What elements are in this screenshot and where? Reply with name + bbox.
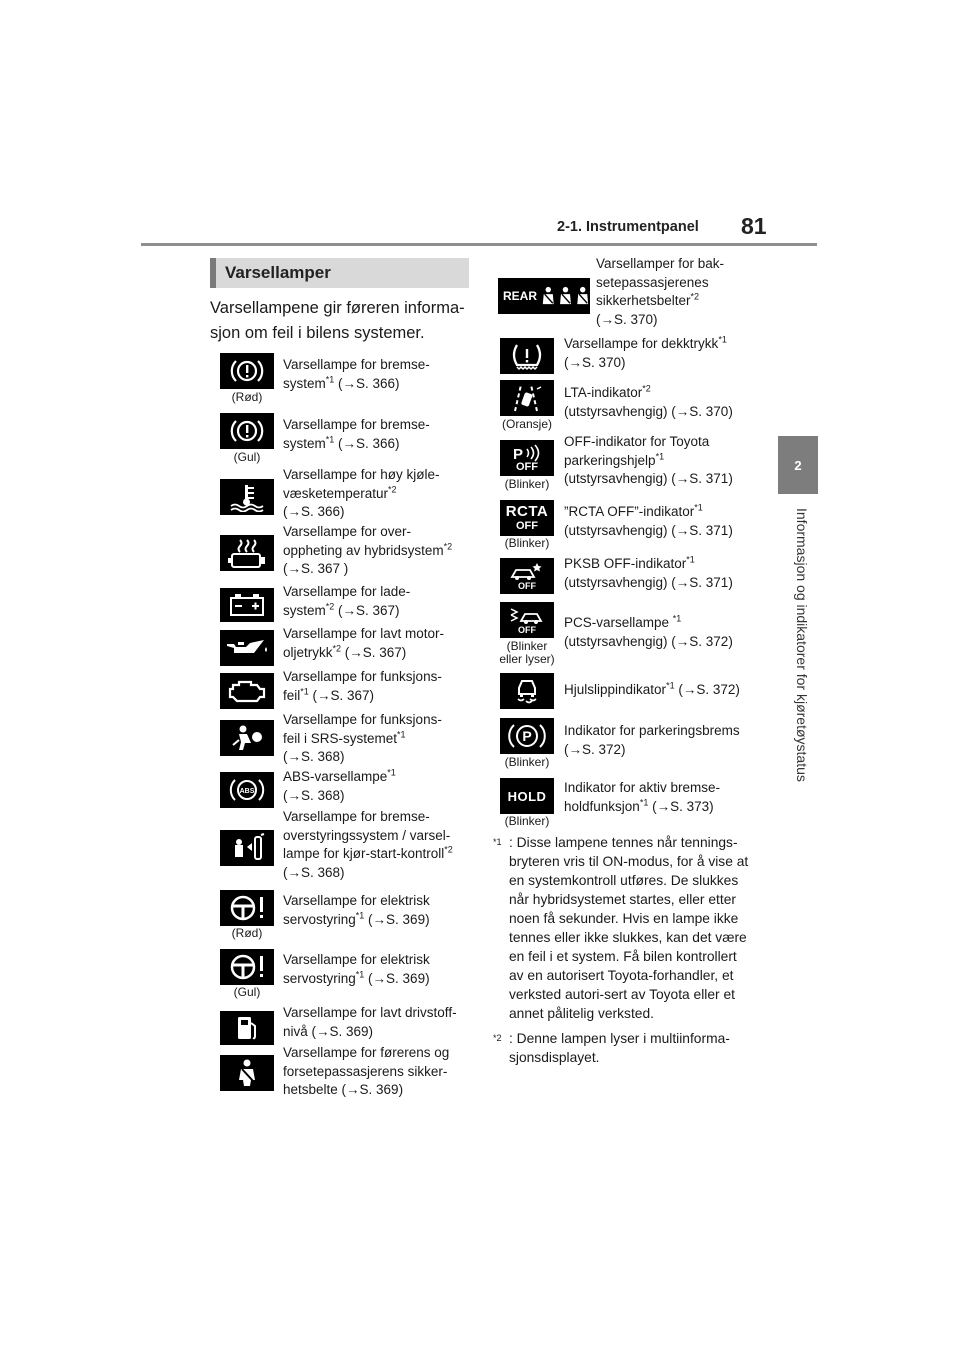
slip-indicator-icon [500,673,554,709]
icon-caption: (Blinker eller lyser) [499,639,555,666]
intro-paragraph: Varsellampene gir føreren informa-sjon om feil i bilens systemer. [210,299,465,342]
rcta-off-icon: RCTA OFF [500,500,554,536]
rear-seatbelt-description: Varsellamper for bak- setepassasjerenes sikkerhetsbelter$^{*2}$ (→S. 370) [596,256,725,327]
svg-text:ABS: ABS [239,788,255,795]
srs-description: Varsellampe for funksjons- feil i SRS-systemet$^{*1}$ (→S. 368) [283,712,442,764]
abs-icon [220,772,274,808]
icon-caption: (Rød) [231,926,263,940]
icon-caption: (Blinker) [504,536,550,550]
brake-warning-icon [220,413,274,449]
pksb-description: PKSB OFF-indikator$^{*1}$ (utstyrsavhengig) (→S. 371) [564,554,733,590]
seatbelt-icon [220,1055,274,1091]
battery-description: Varsellampe for lade- system$^{*2}$ (→S. 367) [283,584,411,618]
lta-icon [500,380,554,416]
hybrid-overheat-icon [220,535,274,571]
abs-description: ABS-varsellampe$^{*1}$ (→S. 368) [283,767,396,803]
battery-icon [220,588,274,622]
brake-override-description: Varsellampe for bremse- overstyringssystem / varsel- lampe for kjør-start-kontroll$^{*2}$ (→S. 368) [283,809,453,880]
chapter-tab[interactable]: 2 [778,436,818,494]
icon-caption: (Rød) [231,390,263,404]
fuel-icon [220,1011,274,1045]
header-rule [141,243,817,246]
pksb-off-icon: OFF [500,558,554,594]
parking-brake-icon [500,718,554,754]
icon-caption: (Gul) [233,985,261,999]
icon-caption: (Blinker) [504,477,550,491]
icon-caption: (Oransje) [501,417,552,431]
pcs-description: PCS-varsellampe $^{*1}$ (utstyrsavhengig) (→S. 372) [564,613,733,649]
section-title: 2-1. Instrumentpanel [557,219,699,235]
brake-warning-icon [220,353,274,389]
parking-assist-off-icon: P OFF [500,440,554,476]
brake-yellow-description: Varsellampe for bremse- system$^{*1}$ (→S. 366) [283,417,430,451]
lta-description: LTA-indikator$^{*2}$ (utstyrsavhengig) (→S. 370) [564,383,733,419]
power-steering-icon [220,890,274,926]
icon-caption: (Blinker) [504,814,550,828]
brake-hold-icon: HOLD [500,778,554,814]
power-steering-yellow-description: Varsellampe for elektrisk servostyring$^{*1}$ (→S. 369) [283,952,430,986]
hybrid-overheat-description: Varsellampe for over- oppheting av hybridsystem$^{*2}$ (→S. 367 ) [283,524,453,576]
tire-pressure-icon [500,338,554,374]
page-number: 81 [741,213,767,239]
rear-seatbelt-icon: REAR [498,278,590,314]
icon-caption: (Gul) [233,450,261,464]
oil-pressure-icon [220,630,274,666]
footnote-2: *2 : Denne lampen lyser i multiinforma-sjonsdisplayet. [493,1031,730,1065]
chapter-side-title: Informasjon og indikatorer for kjøretøystatus [794,508,810,782]
pcs-icon: OFF [500,602,554,638]
power-steering-icon [220,949,274,985]
icon-caption: (Blinker) [504,755,550,769]
power-steering-red-description: Varsellampe for elektrisk servostyring$^{*1}$ (→S. 369) [283,893,430,927]
rcta-description: ”RCTA OFF”-indikator$^{*1}$ (utstyrsavhengig) (→S. 371) [564,502,733,538]
brake-hold-description: Indikator for aktiv bremse- holdfunksjon$^{*1}$ (→S. 373) [564,780,721,814]
section-heading: Varsellamper [210,258,469,288]
brake-red-description: Varsellampe for bremse- system$^{*1}$ (→S. 366) [283,357,430,391]
oil-pressure-description: Varsellampe for lavt motor- oljetrykk$^{*2}$ (→S. 367) [283,626,445,660]
footnotes [493,833,755,1073]
tire-pressure-description: Varsellampe for dekktrykk$^{*1}$ (→S. 370) [564,334,727,370]
srs-airbag-icon [220,720,274,756]
footnote-1: *1 : Disse lampene tennes når tennings-bryteren vris til ON-modus, for å vise at en systemkontroll utføres. De slukkes når hybridsystemet startes, eller etter noen få sekunder. Hvis en lampe ikke tennes eller ikke slukkes, kan det være en feil i et system. Få bilen kontrollert av en autorisert Toyota-forhandler, et verksted autori-sert av Toyota eller et annet pålitelig verksted. [493,835,749,1021]
brake-override-icon [220,830,274,866]
coolant-temp-icon [220,479,274,515]
parking-assist-description: OFF-indikator for Toyota parkeringshjelp$^{*1}$ (utstyrsavhengig) (→S. 371) [564,434,733,486]
svg-text:P: P [522,728,532,744]
fuel-description: Varsellampe for lavt drivstoff- nivå (→S. 369) [283,1005,457,1039]
slip-indicator-description: Hjulslippindikator$^{*1}$ (→S. 372) [564,680,740,697]
seatbelt-description: Varsellampe for førerens og forsetepassasjerens sikker- hetsbelte (→S. 369) [283,1045,450,1097]
check-engine-icon [220,673,274,709]
coolant-description: Varsellampe for høy kjøle- væsketemperatur$^{*2}$ (→S. 366) [283,467,440,519]
svg-text:P: P [513,445,524,462]
check-engine-description: Varsellampe for funksjons- feil$^{*1}$ (→S. 367) [283,669,442,703]
parking-brake-description: Indikator for parkeringsbrems (→S. 372) [564,723,740,757]
